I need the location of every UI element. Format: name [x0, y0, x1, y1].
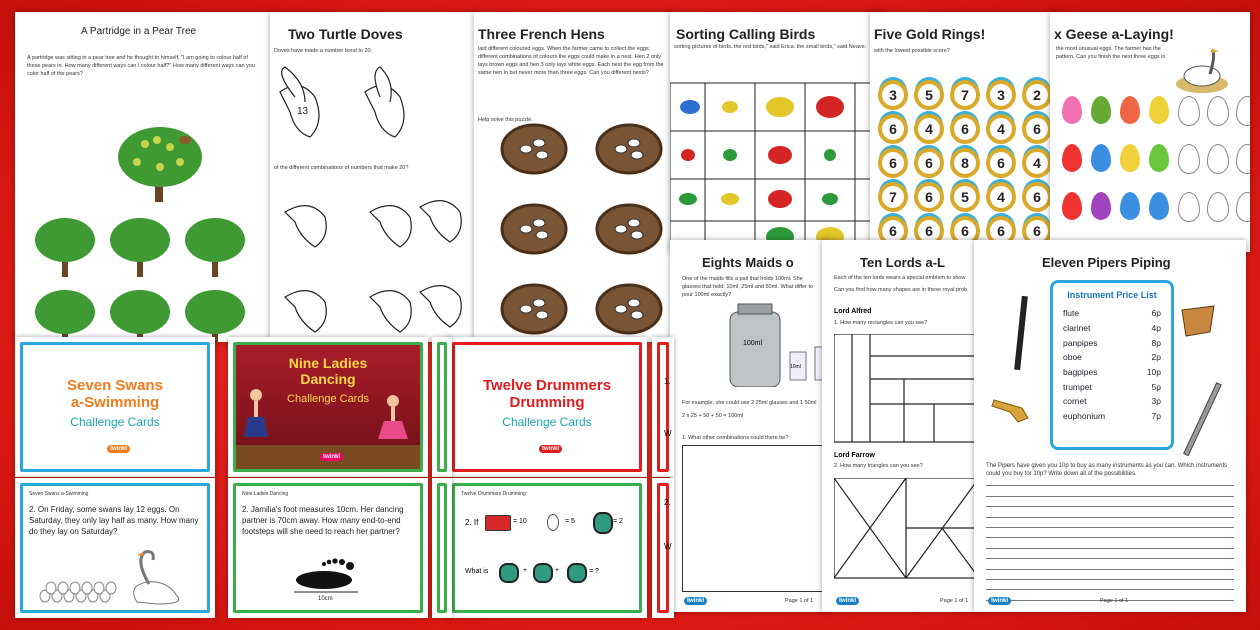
lord-name: Lord Alfred	[834, 308, 872, 315]
instrument-name: oboe	[1063, 352, 1082, 363]
milk-pail-icon	[720, 302, 830, 387]
question: 2. How many triangles can you see?	[834, 463, 923, 469]
instrument-name: bagpipes	[1063, 367, 1098, 378]
blue-edge-card	[432, 337, 452, 477]
instructions: Each of the ten lords wears a special emblem to show	[834, 275, 966, 281]
bird-icon	[816, 96, 844, 118]
gold-ring-number: 6	[950, 114, 980, 144]
nest-icon	[597, 205, 661, 253]
nest-icon	[502, 125, 566, 173]
instrument-price: 6p	[1151, 308, 1161, 319]
gold-ring-number: 6	[914, 148, 944, 178]
answer-box	[682, 445, 824, 592]
trumpet-icon	[992, 400, 1028, 422]
card-label: Nine Ladies Dancing	[242, 491, 289, 497]
instrument-price: 10p	[1146, 367, 1161, 378]
egg-icon	[1149, 192, 1169, 220]
twinkl-logo: twinkl	[988, 597, 1011, 605]
instrument-price: 3p	[1151, 396, 1161, 407]
equation: = 2	[613, 518, 623, 525]
drummers-question-card	[447, 478, 647, 618]
drum-top-icon	[567, 563, 587, 583]
egg-icon	[1091, 144, 1111, 172]
instrument-name: clarinet	[1063, 323, 1091, 334]
twinkl-logo: twinkl	[539, 445, 562, 453]
egg-icon	[40, 582, 116, 602]
gold-ring-number: 7	[950, 80, 980, 110]
dove-icon	[370, 291, 411, 332]
triangles-emblem	[834, 478, 979, 583]
drum-top-icon	[593, 512, 613, 534]
page-number: Page 1 of 1	[940, 598, 969, 604]
card-label: Twelve Drummers Drumming	[461, 491, 526, 497]
instructions-2: Can you find how many shapes are in these royal prob	[834, 287, 967, 293]
instrument-name: flute	[1063, 308, 1080, 319]
dove-icon	[370, 206, 411, 247]
egg-icon	[1207, 144, 1229, 174]
calling-birds-worksheet	[670, 12, 882, 252]
turtle-doves-worksheet	[270, 12, 478, 342]
flute-icon	[1184, 383, 1221, 456]
lord-name: Lord Farrow	[834, 452, 875, 459]
bird-icon	[822, 193, 838, 205]
footprint-icon	[288, 550, 368, 595]
question: of the different combinations of numbers that make 20?	[274, 165, 409, 171]
french-hens-worksheet	[474, 12, 674, 342]
bird-icon	[723, 149, 737, 161]
dove-icon	[365, 67, 404, 137]
egg-icon	[1178, 96, 1200, 126]
measure-label: 10cm	[318, 596, 333, 602]
edge-text: W	[664, 429, 672, 438]
instructions: Doves have made a number bond to 20.	[274, 48, 373, 54]
twinkl-logo: twinkl	[320, 453, 343, 461]
bond-number: 13	[297, 106, 309, 117]
swans-question-card	[15, 478, 215, 618]
bird-icon	[680, 100, 700, 114]
bird-icon	[824, 149, 836, 161]
ladies-cover-card	[228, 337, 428, 477]
egg-icon	[1178, 144, 1200, 174]
instructions: A partridge was sitting in a pear tree and he thought to himself, "I am going to colour half of these pears in. How many different ways can I colour half?" How many different ways can you color half of the pears?	[27, 55, 255, 77]
gold-ring-number: 3	[878, 80, 908, 110]
page-title: Two Turtle Doves	[288, 26, 403, 42]
dove-icon	[285, 206, 326, 247]
egg-icon	[1120, 192, 1140, 220]
page-number: Page 1 of 1	[1100, 598, 1129, 604]
gold-ring-number: 6	[914, 216, 944, 246]
puzzle-prompt: Help solve this puzzle.	[478, 117, 533, 123]
egg-icon	[1178, 192, 1200, 222]
egg-icon	[1236, 144, 1250, 174]
instrument-name: euphonium	[1063, 411, 1106, 422]
gold-ring-number: 6	[1022, 216, 1052, 246]
maids-worksheet	[670, 240, 830, 612]
card-question: 2. On Friday, some swans lay 12 eggs. On Saturday, they only lay half as many. How many do they lay on Saturday?	[29, 505, 199, 536]
nest-icon	[597, 125, 661, 173]
gold-ring-number: 6	[914, 182, 944, 212]
instrument-name: panpipes	[1063, 337, 1098, 348]
card-title: Seven Swans a-Swimming	[67, 377, 163, 411]
page-title: Sorting Calling Birds	[676, 26, 816, 42]
dancer-icon	[244, 389, 268, 437]
drum-icon	[485, 515, 511, 531]
bird-icon	[766, 97, 794, 117]
bird-icon	[681, 149, 695, 161]
what-is-label: What is	[465, 568, 489, 575]
gold-ring-number: 6	[986, 148, 1016, 178]
blue-edge-card	[432, 478, 452, 618]
gold-ring-number: 5	[950, 182, 980, 212]
gold-ring-number: 6	[1022, 114, 1052, 144]
example-text: For example, she could use 2 25ml glasses and 1 50ml	[682, 400, 817, 406]
clarinet-icon	[1014, 296, 1028, 370]
dove-illustrations	[270, 12, 478, 342]
instrument-price: 4p	[1151, 323, 1161, 334]
instrument-name: cornet	[1063, 396, 1087, 407]
instructions: the most unusual eggs. The farmer has the pattern. Can you finish the next three eggs in	[1056, 46, 1166, 60]
egg-icon	[1062, 192, 1082, 220]
nest-icon	[502, 285, 566, 333]
bird-icon	[768, 190, 792, 208]
plus-sign: +	[555, 567, 560, 574]
panpipes-icon	[1182, 306, 1214, 336]
instructions: with the lowest possible score?	[874, 48, 950, 54]
card-question: 2. Jamilia's foot measures 10cm. Her dancing partner is 70cm away. How many end-to-end footsteps will she need to reach her partner?	[242, 505, 404, 536]
drummers-cover-card	[447, 337, 647, 477]
egg-icon	[1207, 96, 1229, 126]
edge-text: 2.	[664, 498, 671, 507]
page-title: Ten Lords a-L	[860, 255, 945, 270]
page-title: Eleven Pipers Piping	[1042, 255, 1171, 270]
card-title: Twelve Drummers Drumming	[482, 377, 612, 411]
nest-icon	[502, 205, 566, 253]
price-list-title: Instrument Price List	[1067, 290, 1157, 300]
card-title: Nine Ladies Dancing	[288, 355, 368, 387]
gold-ring-number: 6	[878, 216, 908, 246]
page-title: Three French Hens	[478, 26, 605, 42]
pear-tree-illustrations	[15, 12, 277, 342]
egg-icon	[1236, 192, 1250, 222]
gold-ring-number: 6	[986, 216, 1016, 246]
drum-top-icon	[499, 563, 519, 583]
bird-icon	[721, 193, 739, 205]
page-title: Five Gold Rings!	[874, 26, 986, 42]
edge-text: W	[664, 542, 672, 551]
instrument-name: trumpet	[1063, 381, 1092, 392]
instrument-price: 5p	[1151, 381, 1161, 392]
page-title: A Partridge in a Pear Tree	[81, 26, 197, 37]
gold-ring-number: 2	[1022, 80, 1052, 110]
equation: = 10	[513, 518, 527, 525]
goose-icon	[1172, 46, 1232, 96]
swans-cover-card	[15, 337, 215, 477]
egg-icon	[1120, 96, 1140, 124]
card-subtitle: Challenge Cards	[502, 415, 592, 429]
instrument-price: 7p	[1151, 411, 1161, 422]
drum-top-icon	[533, 563, 553, 583]
page-title: Eights Maids o	[702, 255, 794, 270]
egg-icon	[1149, 144, 1169, 172]
twinkl-logo: twinkl	[107, 445, 130, 453]
question: 1. How many rectangles can you see?	[834, 320, 928, 326]
card-subtitle: Challenge Cards	[287, 393, 369, 405]
pipers-worksheet	[974, 240, 1246, 612]
partridge-worksheet	[15, 12, 277, 342]
egg-icon	[1149, 96, 1169, 124]
pear-tree-icon	[118, 127, 202, 202]
gold-ring-number: 4	[1022, 148, 1052, 178]
geese-worksheet	[1050, 12, 1250, 252]
writing-lines	[986, 476, 1234, 601]
ladies-question-card	[228, 478, 428, 618]
gold-ring-number: 5	[914, 80, 944, 110]
gold-ring-number: 6	[878, 148, 908, 178]
dove-icon	[420, 286, 461, 327]
twinkl-logo: twinkl	[684, 597, 707, 605]
rectangles-emblem	[834, 334, 979, 444]
nest-illustrations	[474, 12, 674, 342]
egg-icon	[1120, 144, 1140, 172]
instrument-price: 2p	[1151, 352, 1161, 363]
instrument-illustrations	[974, 240, 1246, 460]
instructions: laid different coloured eggs. When the farmer came to collect the eggs, different combinations of colours the eggs could make in a nest. Hen 2 only lays brown eggs and hen 3 only lays white eggs. Each nest the egg from the same hen in but never more than three eggs. Can you different nests?	[478, 46, 664, 76]
swan-icon	[27, 546, 207, 606]
nest-icon	[597, 285, 661, 333]
example-equation: 2 x 25 + 50 + 50 = 100ml	[682, 413, 744, 419]
gold-ring-number: 7	[878, 182, 908, 212]
card-subtitle: Challenge Cards	[70, 415, 160, 429]
question: 1. What other combinations could there be?	[682, 435, 789, 441]
edge-card-bottom	[652, 478, 674, 618]
question-prefix: 2. If	[465, 518, 479, 527]
instructions: One of the maids fills a pail that holds 100ml. She glasses that hold: 10ml, 25ml and 50ml. What differ to pour 100ml exactly?	[682, 276, 814, 298]
dove-icon	[285, 291, 326, 332]
page-number: Page 1 of 1	[785, 598, 814, 604]
gold-ring-number: 4	[986, 114, 1016, 144]
instructions: The Pipers have given you 10p to buy as many instruments as you can. Which instruments could you buy for 10p? Write down all of the possibilities.	[986, 463, 1228, 477]
equation: = 5	[565, 518, 575, 525]
gold-ring-number: 4	[914, 114, 944, 144]
pail-label: 100ml	[743, 340, 763, 347]
gold-ring-number: 6	[950, 216, 980, 246]
egg-icon	[1207, 192, 1229, 222]
bird-icon	[722, 101, 738, 113]
card-label: Seven Swans a-Swimming	[29, 491, 89, 497]
plus-sign: +	[523, 567, 528, 574]
egg-icon	[1091, 96, 1111, 124]
small-pear-tree-icon	[35, 218, 245, 342]
gold-rings-worksheet	[870, 12, 1060, 252]
edge-text: 1.	[664, 377, 671, 386]
lords-worksheet	[822, 240, 982, 612]
egg-icon	[1062, 96, 1082, 124]
edge-card-top	[652, 337, 674, 477]
glass-label: 10ml	[790, 364, 801, 370]
dove-icon	[280, 67, 319, 137]
bird-sorting-grid	[670, 12, 882, 252]
dancer-icon	[378, 395, 408, 439]
gold-ring-number: 4	[986, 182, 1016, 212]
gold-ring-number: 3	[986, 80, 1016, 110]
egg-icon	[1062, 144, 1082, 172]
twinkl-logo: twinkl	[836, 597, 859, 605]
egg-icon	[1091, 192, 1111, 220]
drumstick-icon	[547, 514, 559, 531]
instructions: sorting pictures of birds. the red birds," said Erica. the small birds," said Neave.	[674, 44, 867, 50]
instrument-price: 8p	[1151, 337, 1161, 348]
egg-icon	[1236, 96, 1250, 126]
bird-icon	[768, 146, 792, 164]
gold-ring-number: 6	[878, 114, 908, 144]
bird-icon	[679, 193, 697, 205]
dove-icon	[420, 201, 461, 242]
gold-ring-number: 6	[1022, 182, 1052, 212]
gold-ring-number: 8	[950, 148, 980, 178]
page-title: x Geese a-Laying!	[1054, 26, 1174, 42]
equation: = ?	[589, 568, 599, 575]
